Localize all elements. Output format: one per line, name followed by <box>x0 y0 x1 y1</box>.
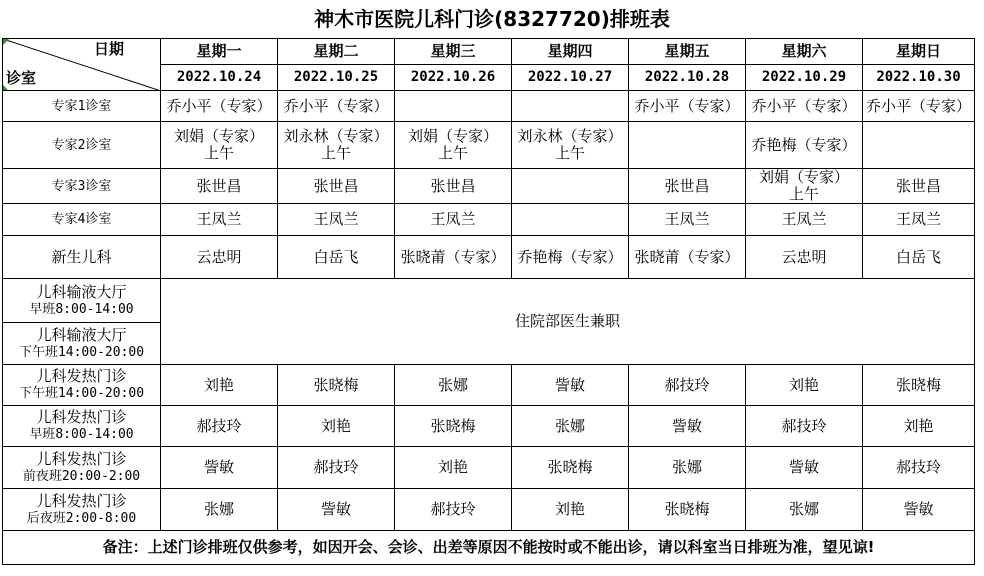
cell-text-line: 云忠明 <box>196 247 242 266</box>
doctor-cell: 訾敏 <box>746 447 863 489</box>
doctor-cell <box>512 236 629 279</box>
doctor-cell <box>278 204 395 236</box>
merged-infusion-cell: 住院部医生兼职 <box>161 279 975 365</box>
cell-text-line: 下午班14:00-20:00 <box>18 386 145 401</box>
doctor-cell: 张娜 <box>746 489 863 531</box>
cell-text-line: 前夜班20:00-2:00 <box>22 468 141 484</box>
cell-text-line: 上午 <box>203 144 234 162</box>
doctor-cell: 刘艳 <box>512 489 629 531</box>
doctor-cell: 郝技玲 <box>863 447 975 489</box>
doctor-cell <box>629 204 746 236</box>
doctor-cell: 郝技玲 <box>395 489 512 531</box>
room-name-cell <box>3 406 161 447</box>
weekday-header: 星期三 <box>395 39 512 65</box>
room-name-cell <box>3 323 161 365</box>
fever-clinic-row <box>3 406 975 447</box>
doctor-cell: 訾敏 <box>161 447 278 489</box>
doctor-cell: 刘艳 <box>161 365 278 406</box>
doctor-cell: 张娜 <box>161 489 278 531</box>
doctor-cell <box>512 169 629 204</box>
cell-text-line: 张晓莆（专家） <box>634 247 740 266</box>
date-header: 2022.10.27 <box>512 65 629 91</box>
date-header: 2022.10.26 <box>395 65 512 91</box>
doctor-cell <box>746 204 863 236</box>
cell-text-line: 刘永林（专家） <box>517 127 623 145</box>
cell-text-line: 刘永林（专家） <box>283 127 389 145</box>
cell-text-line: 刘娟（专家） <box>173 127 264 145</box>
doctor-cell: 张晓梅 <box>395 406 512 447</box>
doctor-cell: 刘艳 <box>746 365 863 406</box>
room-name-cell <box>3 91 161 122</box>
room-name-cell <box>3 169 161 204</box>
cell-text-line: 乔小平（专家） <box>634 96 740 115</box>
doctor-cell <box>629 236 746 279</box>
doctor-cell: 刘艳 <box>863 406 975 447</box>
cell-text-line: 儿科发热门诊 <box>36 449 127 468</box>
schedule-row <box>3 122 975 169</box>
cell-text-line: 刘娟（专家） <box>758 168 849 186</box>
weekday-header: 星期五 <box>629 39 746 65</box>
room-name-cell <box>3 279 161 323</box>
doctor-cell: 刘艳 <box>395 447 512 489</box>
room-name-cell <box>3 489 161 531</box>
cell-text-line: 乔艳梅（专家） <box>751 135 857 154</box>
corner-room-label: 诊室 <box>6 69 37 87</box>
doctor-cell <box>395 236 512 279</box>
cell-text-line: 上午 <box>788 185 819 203</box>
schedule-row <box>3 204 975 236</box>
footnote: 备注：上述门诊排班仅供参考，如因开会、会诊、出差等原因不能按时或不能出诊，请以科室当日排班为准，望见谅! <box>3 531 975 565</box>
doctor-cell <box>512 204 629 236</box>
cell-text-line: 专家1诊室 <box>51 98 112 114</box>
doctor-cell: 张晓梅 <box>278 365 395 406</box>
doctor-cell: 郝技玲 <box>161 406 278 447</box>
cell-text-line: 张世昌 <box>430 176 476 195</box>
doctor-cell <box>512 91 629 122</box>
doctor-cell <box>161 91 278 122</box>
page-title: 神木市医院儿科门诊(8327720)排班表 <box>314 7 670 31</box>
date-header: 2022.10.30 <box>863 65 975 91</box>
cell-text-line: 王凤兰 <box>781 210 827 228</box>
doctor-cell <box>629 122 746 169</box>
cell-text-line: 早班8:00-14:00 <box>29 301 134 317</box>
doctor-cell <box>395 169 512 204</box>
doctor-cell <box>746 91 863 122</box>
doctor-cell <box>278 169 395 204</box>
schedule-row <box>3 169 975 204</box>
room-name-cell <box>3 447 161 489</box>
doctor-cell <box>161 169 278 204</box>
doctor-cell: 张晓梅 <box>863 365 975 406</box>
weekday-row <box>3 39 975 65</box>
corner-date-label: 日期 <box>93 40 124 58</box>
doctor-cell <box>512 122 629 169</box>
doctor-cell <box>863 91 975 122</box>
doctor-cell <box>395 91 512 122</box>
doctor-cell <box>161 122 278 169</box>
cell-text-line: 王凤兰 <box>430 210 476 228</box>
doctor-cell <box>278 91 395 122</box>
cell-text-line: 白岳飞 <box>895 247 941 266</box>
cell-text-line: 专家3诊室 <box>51 178 112 194</box>
cell-text-line: 专家2诊室 <box>51 137 112 153</box>
schedule-row <box>3 236 975 279</box>
cell-text-line: 王凤兰 <box>196 210 242 228</box>
room-name-cell <box>3 365 161 406</box>
cell-text-line: 乔艳梅（专家） <box>517 247 623 266</box>
doctor-cell <box>161 204 278 236</box>
fever-clinic-row <box>3 489 975 531</box>
cell-text-line: 上午 <box>554 144 585 162</box>
cell-text-line: 上午 <box>320 144 351 162</box>
doctor-cell: 张娜 <box>512 406 629 447</box>
weekday-header: 星期六 <box>746 39 863 65</box>
cell-text-line: 乔小平（专家） <box>166 96 272 115</box>
doctor-cell: 訾敏 <box>629 406 746 447</box>
cell-text-line: 儿科输液大厅 <box>36 325 127 344</box>
date-header: 2022.10.29 <box>746 65 863 91</box>
cell-text-line: 乔小平（专家） <box>283 96 389 115</box>
fever-clinic-row <box>3 365 975 406</box>
cell-text-line: 上午 <box>437 144 468 162</box>
cell-text-line: 下午班14:00-20:00 <box>18 344 145 360</box>
infusion-row <box>3 279 975 323</box>
doctor-cell: 刘艳 <box>278 406 395 447</box>
doctor-cell <box>863 122 975 169</box>
doctor-cell: 郝技玲 <box>278 447 395 489</box>
cell-text-line: 专家4诊室 <box>51 212 112 227</box>
cell-text-line: 后夜班2:00-8:00 <box>26 510 137 526</box>
cell-text-line: 儿科输液大厅 <box>36 282 127 301</box>
weekday-header: 星期二 <box>278 39 395 65</box>
doctor-cell: 郝技玲 <box>746 406 863 447</box>
schedule-row <box>3 91 975 122</box>
note-row <box>3 531 975 565</box>
doctor-cell <box>629 91 746 122</box>
cell-text-line: 新生儿科 <box>51 247 112 266</box>
date-header: 2022.10.25 <box>278 65 395 91</box>
cell-text-line: 张世昌 <box>895 176 941 195</box>
doctor-cell <box>278 236 395 279</box>
cell-text-line: 王凤兰 <box>895 210 941 228</box>
doctor-cell <box>863 169 975 204</box>
corner-header-cell <box>3 39 161 91</box>
cell-text-line: 儿科发热门诊 <box>36 367 127 385</box>
doctor-cell: 张娜 <box>395 365 512 406</box>
cell-text-line: 张世昌 <box>664 176 710 195</box>
doctor-cell <box>161 236 278 279</box>
cell-text-line: 乔小平（专家） <box>751 96 857 115</box>
weekday-header: 星期一 <box>161 39 278 65</box>
cell-text-line: 张晓莆（专家） <box>400 247 506 266</box>
doctor-cell <box>746 122 863 169</box>
cell-text-line: 儿科发热门诊 <box>36 408 127 426</box>
cell-text-line: 儿科发热门诊 <box>36 491 127 510</box>
date-header: 2022.10.24 <box>161 65 278 91</box>
cell-text-line: 张世昌 <box>196 176 242 195</box>
doctor-cell <box>746 236 863 279</box>
room-name-cell <box>3 236 161 279</box>
doctor-cell: 訾敏 <box>278 489 395 531</box>
cell-text-line: 王凤兰 <box>313 210 359 228</box>
doctor-cell <box>278 122 395 169</box>
cell-text-line: 张世昌 <box>313 176 359 195</box>
doctor-cell <box>863 204 975 236</box>
cell-text-line: 云忠明 <box>781 247 827 266</box>
schedule-table <box>2 38 975 565</box>
room-name-cell <box>3 122 161 169</box>
fever-clinic-row <box>3 447 975 489</box>
cell-text-line: 白岳飞 <box>313 247 359 266</box>
doctor-cell <box>395 204 512 236</box>
cell-text-line: 刘娟（专家） <box>407 127 498 145</box>
weekday-header: 星期四 <box>512 39 629 65</box>
room-name-cell <box>3 204 161 236</box>
doctor-cell <box>863 236 975 279</box>
doctor-cell: 张娜 <box>629 447 746 489</box>
doctor-cell: 訾敏 <box>863 489 975 531</box>
doctor-cell <box>629 169 746 204</box>
doctor-cell: 张晓梅 <box>512 447 629 489</box>
doctor-cell <box>746 169 863 204</box>
doctor-cell: 訾敏 <box>512 365 629 406</box>
cell-text-line: 王凤兰 <box>664 210 710 228</box>
doctor-cell: 郝技玲 <box>629 365 746 406</box>
doctor-cell <box>395 122 512 169</box>
weekday-header: 星期日 <box>863 39 975 65</box>
cell-text-line: 早班8:00-14:00 <box>29 427 134 442</box>
doctor-cell: 张晓梅 <box>629 489 746 531</box>
cell-text-line: 乔小平（专家） <box>865 96 971 115</box>
date-header: 2022.10.28 <box>629 65 746 91</box>
